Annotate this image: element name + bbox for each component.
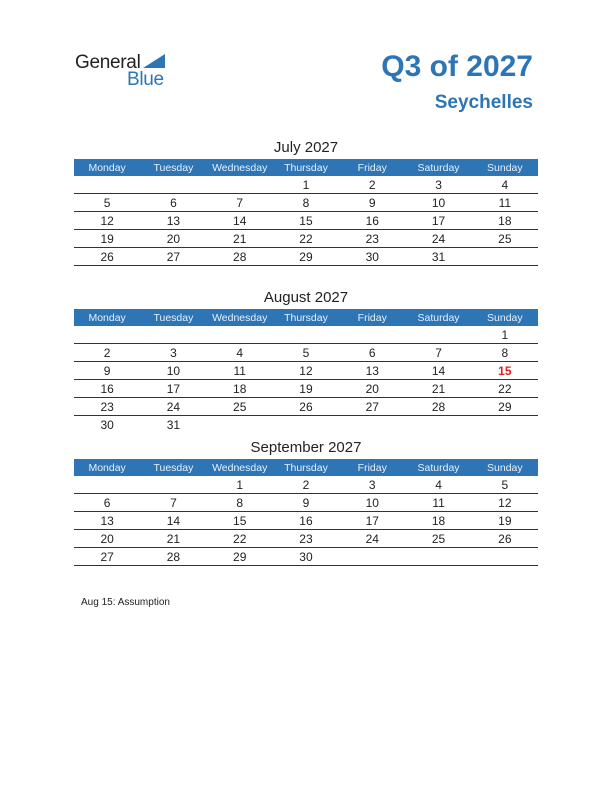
day-cell: 21 — [140, 530, 206, 548]
day-cell: 12 — [472, 494, 538, 512]
day-cell: 27 — [140, 248, 206, 266]
weekday-header: Saturday — [405, 159, 471, 176]
day-cell: 27 — [74, 548, 140, 566]
week-row — [74, 344, 538, 362]
day-cell: 6 — [339, 344, 405, 362]
weekday-header: Saturday — [405, 309, 471, 326]
day-cell: 9 — [74, 362, 140, 380]
day-cell — [273, 416, 339, 434]
day-cell: 20 — [339, 380, 405, 398]
month-august — [74, 287, 538, 433]
day-cell: 11 — [207, 362, 273, 380]
day-cell — [405, 326, 471, 344]
day-cell: 25 — [472, 230, 538, 248]
day-cell: 20 — [140, 230, 206, 248]
day-cell — [140, 326, 206, 344]
day-cell: 17 — [405, 212, 471, 230]
week-row — [74, 230, 538, 248]
month-title: September 2027 — [250, 439, 362, 456]
calendar-table — [74, 459, 538, 566]
weekday-header: Friday — [339, 159, 405, 176]
day-cell: 18 — [405, 512, 471, 530]
country-subtitle: Seychelles — [434, 92, 533, 113]
week-row — [74, 380, 538, 398]
weekday-header: Friday — [339, 309, 405, 326]
logo-triangle-icon — [143, 54, 165, 68]
weekday-header: Sunday — [472, 309, 538, 326]
day-cell: 16 — [273, 512, 339, 530]
day-cell: 23 — [273, 530, 339, 548]
day-cell: 24 — [339, 530, 405, 548]
day-cell: 21 — [405, 380, 471, 398]
weekday-header: Thursday — [273, 159, 339, 176]
day-cell: 5 — [273, 344, 339, 362]
day-cell — [74, 326, 140, 344]
day-cell: 2 — [273, 476, 339, 494]
day-cell: 26 — [74, 248, 140, 266]
day-cell — [339, 326, 405, 344]
day-cell: 22 — [273, 230, 339, 248]
day-cell: 26 — [472, 530, 538, 548]
weekday-header: Saturday — [405, 459, 471, 476]
day-cell: 14 — [405, 362, 471, 380]
month-july — [74, 137, 538, 266]
day-cell — [339, 416, 405, 434]
day-cell: 2 — [339, 176, 405, 194]
day-cell: 31 — [405, 248, 471, 266]
day-cell: 19 — [74, 230, 140, 248]
day-cell — [207, 416, 273, 434]
day-cell — [405, 548, 471, 566]
week-row — [74, 416, 538, 434]
week-row — [74, 194, 538, 212]
day-cell: 28 — [207, 248, 273, 266]
day-cell: 5 — [472, 476, 538, 494]
day-cell — [472, 248, 538, 266]
day-cell: 1 — [472, 326, 538, 344]
weekday-header: Sunday — [472, 159, 538, 176]
day-cell: 24 — [140, 398, 206, 416]
day-cell: 14 — [140, 512, 206, 530]
week-row — [74, 176, 538, 194]
week-row — [74, 530, 538, 548]
day-cell: 15 — [273, 212, 339, 230]
day-cell: 21 — [207, 230, 273, 248]
day-cell: 8 — [207, 494, 273, 512]
day-cell: 7 — [207, 194, 273, 212]
day-cell: 27 — [339, 398, 405, 416]
day-cell: 20 — [74, 530, 140, 548]
day-cell: 22 — [207, 530, 273, 548]
day-cell — [472, 548, 538, 566]
calendar-table — [74, 159, 538, 266]
weekday-header: Monday — [74, 309, 140, 326]
day-cell: 19 — [472, 512, 538, 530]
day-cell: 14 — [207, 212, 273, 230]
day-cell: 11 — [405, 494, 471, 512]
day-cell: 17 — [339, 512, 405, 530]
day-cell: 9 — [339, 194, 405, 212]
holiday-day-cell: 15 — [472, 362, 538, 380]
day-cell — [472, 416, 538, 434]
day-cell: 10 — [140, 362, 206, 380]
day-cell — [405, 416, 471, 434]
calendar-table — [74, 309, 538, 433]
week-row — [74, 326, 538, 344]
day-cell: 3 — [339, 476, 405, 494]
weekday-header: Monday — [74, 159, 140, 176]
weekday-header: Tuesday — [140, 159, 206, 176]
logo-blue-text: Blue — [127, 69, 164, 90]
day-cell: 18 — [207, 380, 273, 398]
day-cell: 8 — [273, 194, 339, 212]
day-cell: 28 — [140, 548, 206, 566]
week-row — [74, 476, 538, 494]
day-cell: 6 — [74, 494, 140, 512]
day-cell — [140, 476, 206, 494]
month-title: August 2027 — [263, 289, 349, 306]
month-title: July 2027 — [273, 139, 339, 156]
day-cell: 7 — [140, 494, 206, 512]
day-cell: 4 — [207, 344, 273, 362]
day-cell: 3 — [140, 344, 206, 362]
weekday-header: Thursday — [273, 459, 339, 476]
logo-general-text: General — [75, 52, 141, 73]
day-cell: 29 — [207, 548, 273, 566]
week-row — [74, 212, 538, 230]
weekday-header-row — [74, 159, 538, 176]
day-cell — [74, 176, 140, 194]
day-cell: 12 — [273, 362, 339, 380]
page-title: Q3 of 2027 — [381, 50, 533, 83]
day-cell: 24 — [405, 230, 471, 248]
day-cell: 16 — [74, 380, 140, 398]
day-cell — [207, 326, 273, 344]
day-cell: 2 — [74, 344, 140, 362]
month-september — [74, 437, 538, 566]
day-cell: 9 — [273, 494, 339, 512]
day-cell: 17 — [140, 380, 206, 398]
day-cell: 13 — [74, 512, 140, 530]
week-row — [74, 512, 538, 530]
day-cell: 13 — [339, 362, 405, 380]
day-cell: 8 — [472, 344, 538, 362]
day-cell: 1 — [273, 176, 339, 194]
weekday-header: Wednesday — [207, 309, 273, 326]
day-cell: 7 — [405, 344, 471, 362]
day-cell: 30 — [339, 248, 405, 266]
day-cell: 30 — [100, 417, 114, 432]
day-cell: 30 — [273, 548, 339, 566]
day-cell: 6 — [140, 194, 206, 212]
day-cell — [273, 326, 339, 344]
day-cell: 11 — [472, 194, 538, 212]
day-cell: 10 — [339, 494, 405, 512]
day-cell: 19 — [273, 380, 339, 398]
week-row — [74, 362, 538, 380]
day-cell: 22 — [472, 380, 538, 398]
day-cell — [207, 176, 273, 194]
weekday-header: Sunday — [472, 459, 538, 476]
weekday-header: Thursday — [273, 309, 339, 326]
weekday-header: Friday — [339, 459, 405, 476]
general-blue-logo — [75, 52, 175, 92]
weekday-header: Tuesday — [140, 459, 206, 476]
day-cell: 23 — [74, 398, 140, 416]
weekday-header: Tuesday — [140, 309, 206, 326]
day-cell: 4 — [405, 476, 471, 494]
day-cell — [339, 548, 405, 566]
day-cell: 31 — [166, 417, 181, 432]
day-cell — [140, 176, 206, 194]
week-row — [74, 398, 538, 416]
day-cell — [74, 476, 140, 494]
weekday-header-row — [74, 459, 538, 476]
day-cell: 29 — [472, 398, 538, 416]
day-cell: 16 — [339, 212, 405, 230]
day-cell: 29 — [273, 248, 339, 266]
weekday-header: Wednesday — [207, 159, 273, 176]
week-row — [74, 548, 538, 566]
holiday-note: Aug 15: Assumption — [81, 597, 170, 608]
day-cell: 3 — [405, 176, 471, 194]
day-cell: 10 — [405, 194, 471, 212]
day-cell: 5 — [74, 194, 140, 212]
weekday-header: Wednesday — [207, 459, 273, 476]
day-cell: 26 — [273, 398, 339, 416]
day-cell: 23 — [339, 230, 405, 248]
day-cell: 13 — [140, 212, 206, 230]
day-cell: 15 — [207, 512, 273, 530]
day-cell: 1 — [207, 476, 273, 494]
day-cell: 18 — [472, 212, 538, 230]
week-row — [74, 494, 538, 512]
day-cell: 12 — [74, 212, 140, 230]
weekday-header: Monday — [74, 459, 140, 476]
day-cell: 25 — [207, 398, 273, 416]
week-row — [74, 248, 538, 266]
day-cell: 25 — [405, 530, 471, 548]
day-cell: 28 — [405, 398, 471, 416]
weekday-header-row — [74, 309, 538, 326]
day-cell: 4 — [472, 176, 538, 194]
